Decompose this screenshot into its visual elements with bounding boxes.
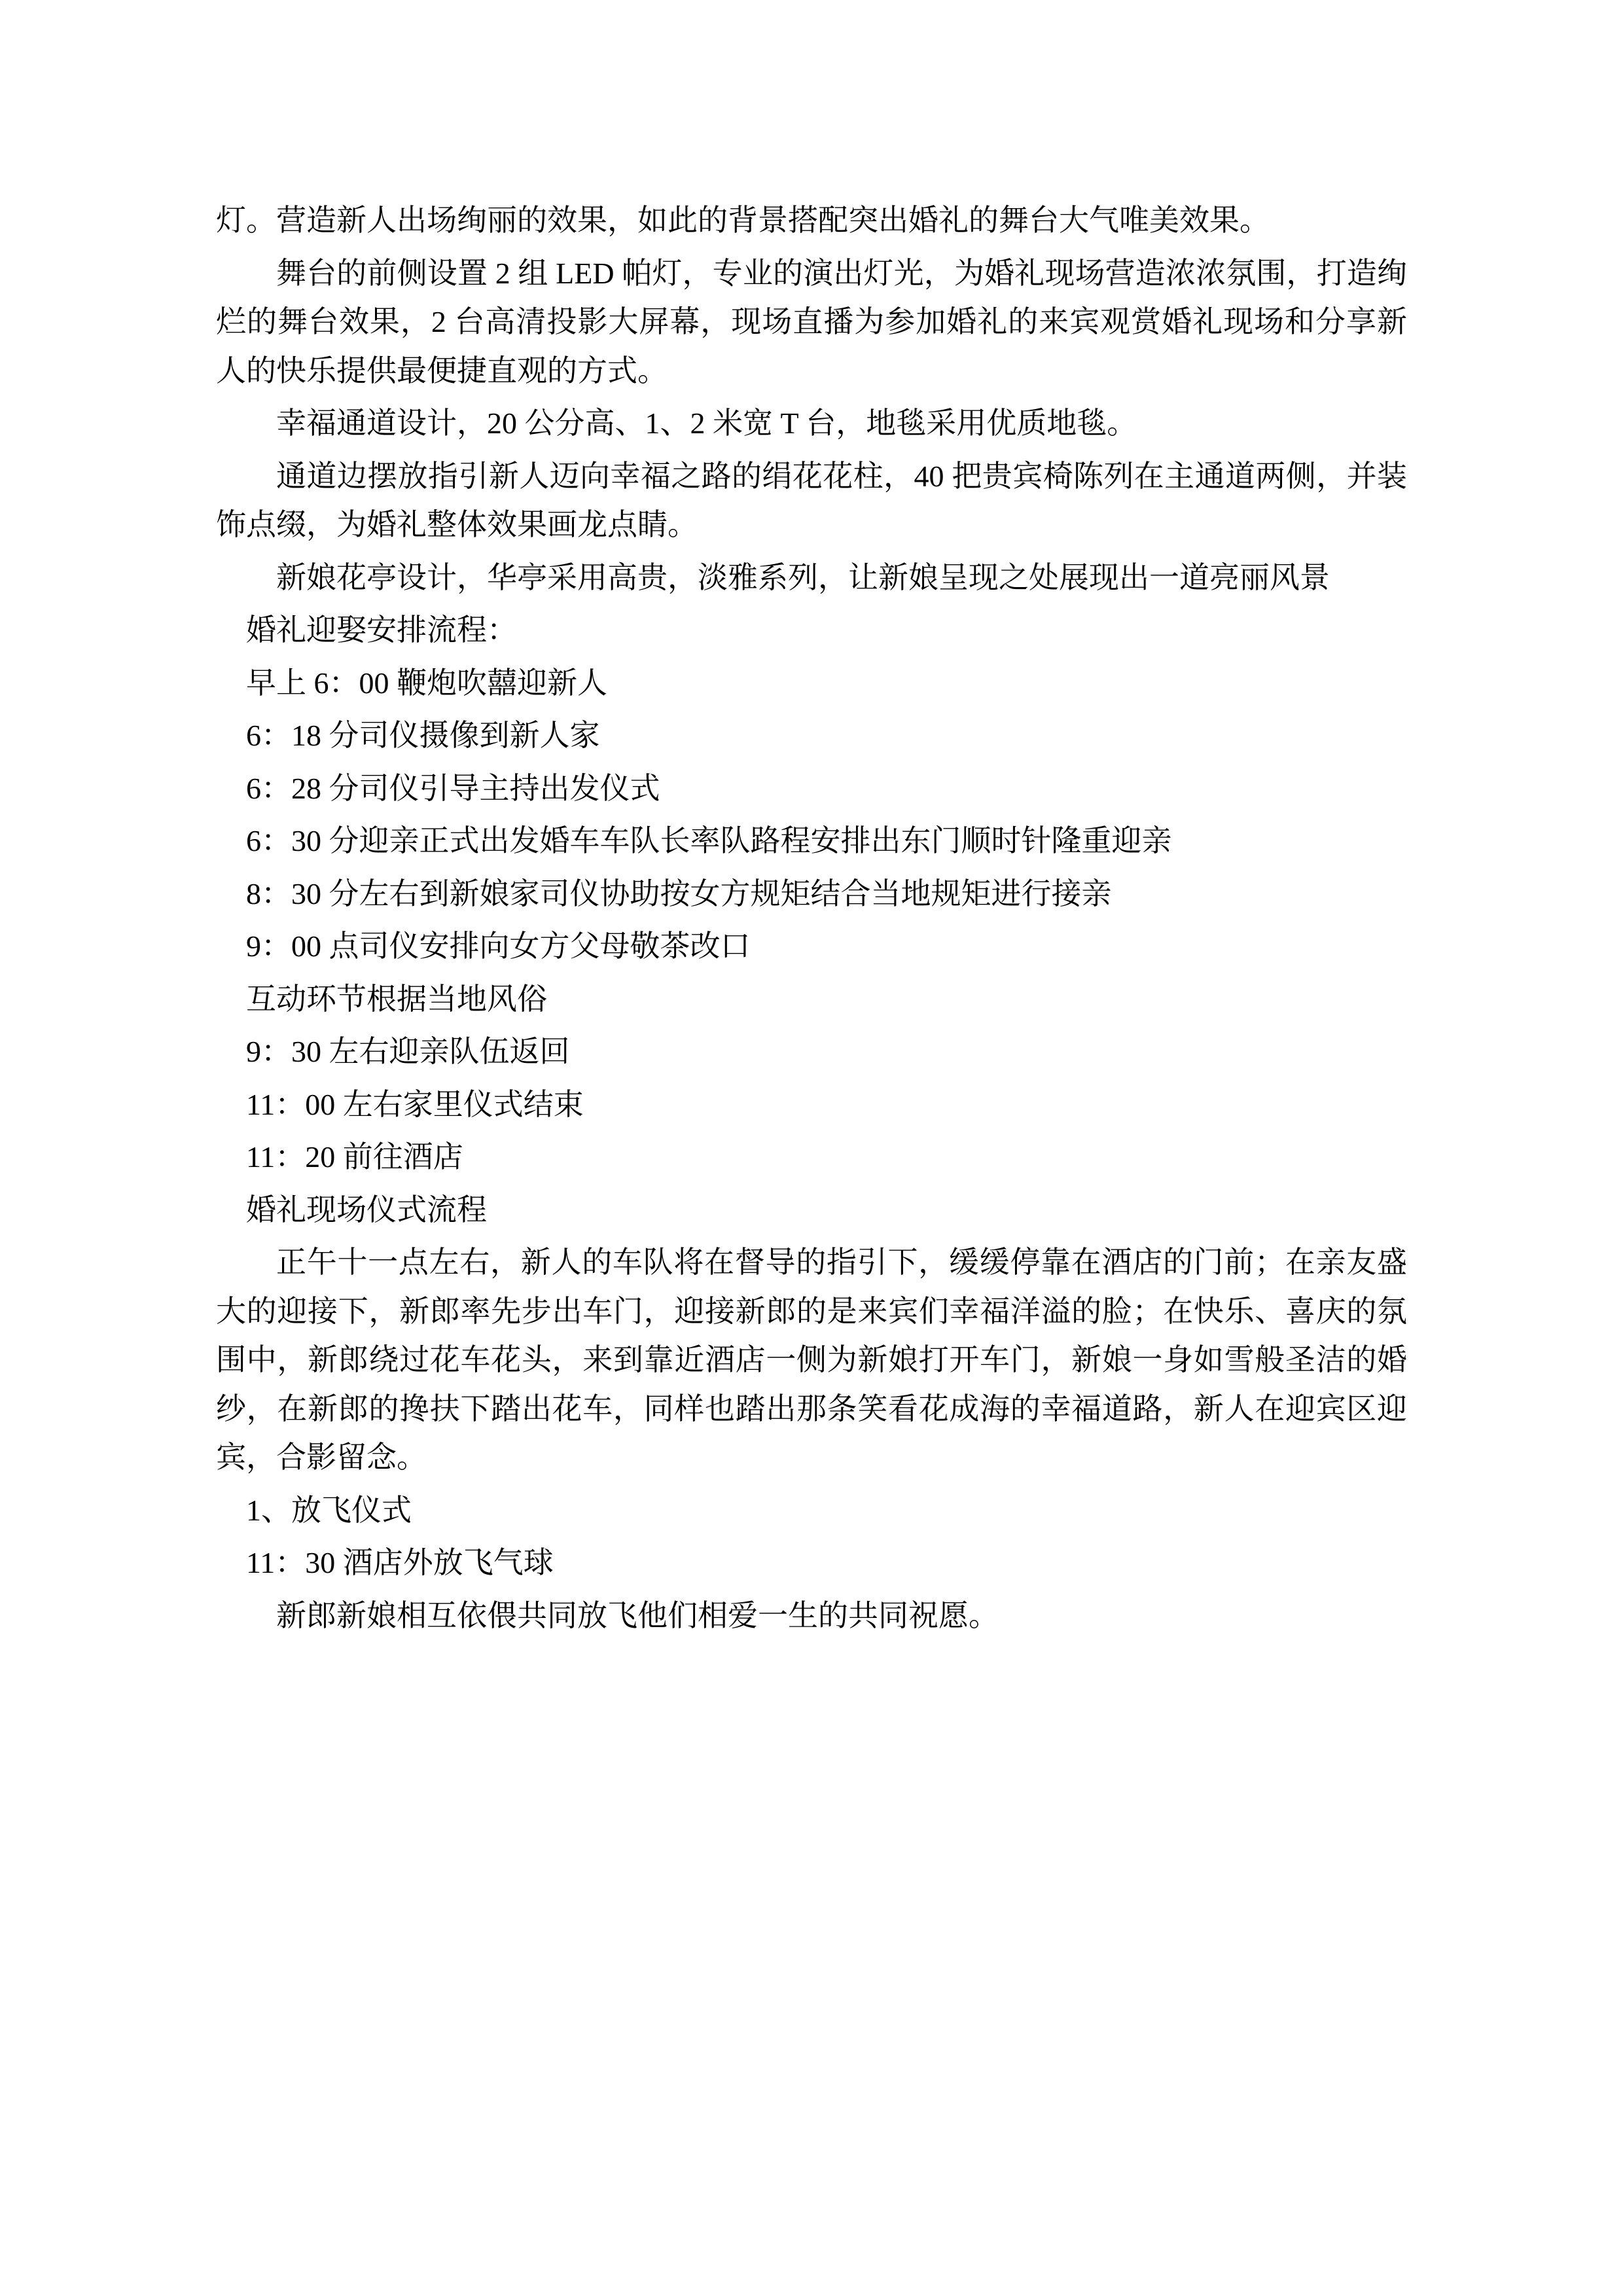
paragraph: 婚礼迎娶安排流程： xyxy=(246,613,517,647)
paragraph: 新郎新娘相互依偎共同放飞他们相爱一生的共同祝愿。 xyxy=(276,1598,999,1632)
paragraph: 幸福通道设计，20 公分高、1、2 米宽 T 台，地毯采用优质地毯。 xyxy=(276,406,1137,440)
paragraph: 6：30 分迎亲正式出发婚车车队长率队路程安排出东门顺时针隆重迎亲 xyxy=(246,824,1172,858)
paragraph: 1、放飞仪式 xyxy=(246,1493,412,1527)
paragraph: 11：20 前往酒店 xyxy=(246,1140,463,1174)
paragraph: 11：00 左右家里仪式结束 xyxy=(246,1087,584,1121)
paragraph: 早上 6：00 鞭炮吹囍迎新人 xyxy=(246,666,607,700)
paragraph: 婚礼现场仪式流程 xyxy=(246,1193,487,1227)
paragraph: 新娘花亭设计，华亭采用高贵，淡雅系列，让新娘呈现之处展现出一道亮丽风景 xyxy=(276,560,1330,594)
paragraph: 6：28 分司仪引导主持出发仪式 xyxy=(246,771,660,805)
paragraph: 灯。营造新人出场绚丽的效果，如此的背景搭配突出婚礼的舞台大气唯美效果。 xyxy=(216,204,1270,237)
paragraph: 6：18 分司仪摄像到新人家 xyxy=(246,719,600,753)
paragraph: 9：30 左右迎亲队伍返回 xyxy=(246,1035,570,1069)
paragraph: 互动环节根据当地风俗 xyxy=(246,982,547,1016)
paragraph: 11：30 酒店外放飞气球 xyxy=(246,1546,554,1580)
paragraph: 正午十一点左右，新人的车队将在督导的指引下，缓缓停靠在酒店的门前；在亲友盛大的迎接下，新郎率先步出车门，迎接新郎的是来宾们幸福洋溢的脸；在快乐、喜庆的氛围中，新郎绕过花车花头，来到靠近酒店一侧为新娘打开车门，新娘一身如雪般圣洁的婚纱，在新郎的搀扶下踏出花车，同样也踏出那条笑看花成海的幸福道路，新人在迎宾区迎宾，合影留念。 xyxy=(216,1246,1407,1475)
document-body xyxy=(216,196,1407,1640)
paragraph: 8：30 分左右到新娘家司仪协助按女方规矩结合当地规矩进行接亲 xyxy=(246,876,1112,910)
paragraph: 9：00 点司仪安排向女方父母敬茶改口 xyxy=(246,929,751,963)
paragraph: 舞台的前侧设置 2 组 LED 帕灯，专业的演出灯光，为婚礼现场营造浓浓氛围，打造绚烂的舞台效果，2 台高清投影大屏幕，现场直播为参加婚礼的来宾观赏婚礼现场和分享新人的快乐提供最便捷直观的方式。 xyxy=(216,256,1407,387)
paragraph: 通道边摆放指引新人迈向幸福之路的绢花花柱，40 把贵宾椅陈列在主通道两侧，并装饰点缀，为婚礼整体效果画龙点睛。 xyxy=(216,459,1407,542)
